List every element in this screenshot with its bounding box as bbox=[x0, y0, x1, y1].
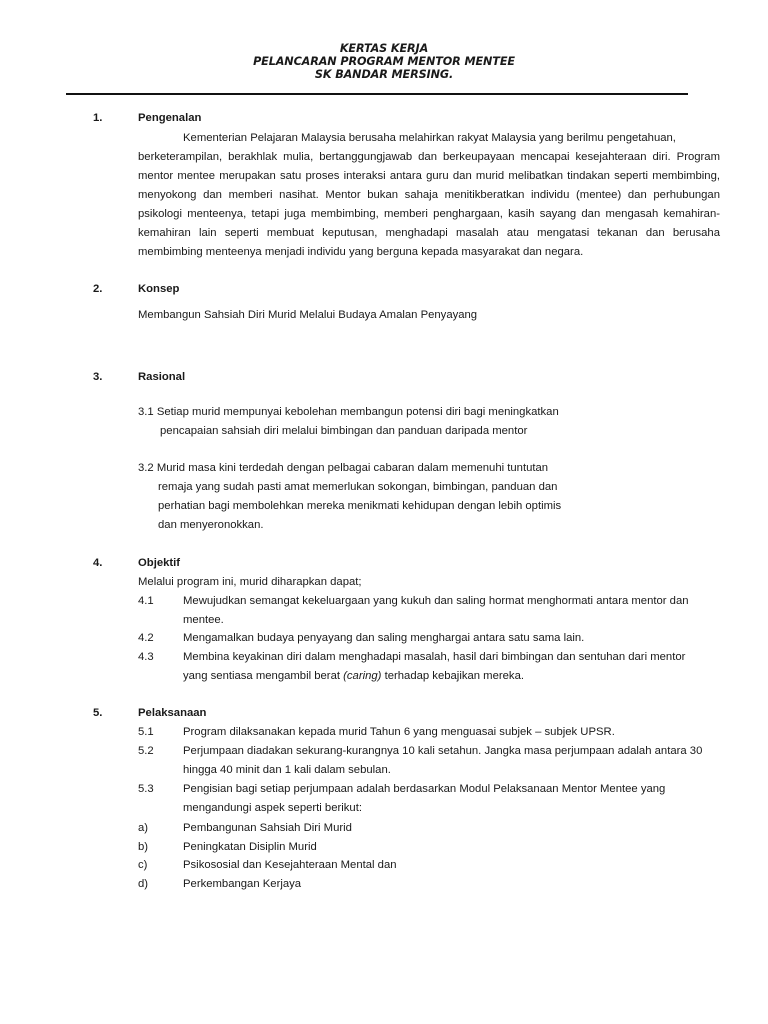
section-2-title: Konsep bbox=[138, 283, 180, 295]
doc-school: SK BANDAR MERSING. bbox=[314, 68, 454, 81]
objektif-4-3-number: 4.3 bbox=[138, 651, 154, 663]
objektif-4-3-line-1: Membina keyakinan diri dalam menghadapi masalah, hasil dari bimbingan dan sentuhan dari mentor bbox=[183, 651, 686, 663]
pelaksanaan-c-text: Psikososial dan Kesejahteraan Mental dan bbox=[183, 859, 397, 871]
header-divider bbox=[66, 93, 688, 95]
section-3-title: Rasional bbox=[138, 371, 186, 383]
pelaksanaan-5-1-line-1: Program dilaksanakan kepada murid Tahun 6 yang menguasai subjek – subjek UPSR. bbox=[183, 726, 615, 738]
objektif-4-1-number: 4.1 bbox=[138, 595, 154, 607]
pelaksanaan-5-2-line-2: hingga 40 minit dan 1 kali dalam sebulan. bbox=[183, 764, 391, 776]
pelaksanaan-c-label: c) bbox=[138, 859, 148, 871]
section-1-line-3: mentor mentee merupakan satu proses interaksi antara guru dan murid melibatkan tindakan seperti membimbing, bbox=[138, 170, 720, 182]
section-1-line-5: psikologi menteenya, tetapi juga membimbing, memberi penghargaan, kasih sayang dan mengasah kemahiran- bbox=[138, 208, 720, 220]
section-1-line-1: Kementerian Pelajaran Malaysia berusaha melahirkan rakyat Malaysia yang berilmu pengetahuan, bbox=[183, 132, 676, 144]
objektif-4-3-line-2-c: terhadap kebajikan mereka. bbox=[381, 670, 524, 682]
pelaksanaan-d-label: d) bbox=[138, 878, 149, 890]
rasional-3-2-line-3: perhatian bagi membolehkan mereka menikmati kehidupan dengan lebih optimis bbox=[158, 500, 562, 512]
pelaksanaan-5-3-number: 5.3 bbox=[138, 783, 154, 795]
pelaksanaan-5-3-line-2: mengandungi aspek seperti berikut: bbox=[183, 802, 362, 814]
section-5-number: 5. bbox=[93, 707, 103, 719]
rasional-3-2-line-4: dan menyeronokkan. bbox=[158, 519, 264, 531]
rasional-3-2-line-2: remaja yang sudah pasti amat memerlukan sokongan, bimbingan, panduan dan bbox=[158, 481, 558, 493]
pelaksanaan-5-2-number: 5.2 bbox=[138, 745, 154, 757]
document-title-block bbox=[0, 42, 768, 81]
section-1-title: Pengenalan bbox=[138, 112, 202, 124]
pelaksanaan-5-1-number: 5.1 bbox=[138, 726, 154, 738]
rasional-3-1-line-1: 3.1 Setiap murid mempunyai kebolehan membangun potensi diri bagi meningkatkan bbox=[138, 406, 559, 418]
pelaksanaan-5-2-line-1: Perjumpaan diadakan sekurang-kurangnya 10 kali setahun. Jangka masa perjumpaan adalah antara 30 bbox=[183, 745, 703, 757]
objektif-4-2-line-1: Mengamalkan budaya penyayang dan saling menghargai antara satu sama lain. bbox=[183, 632, 585, 644]
section-5-title: Pelaksanaan bbox=[138, 707, 207, 719]
objektif-4-1-line-1: Mewujudkan semangat kekeluargaan yang kukuh dan saling hormat menghormati antara mentor dan bbox=[183, 595, 689, 607]
objektif-intro: Melalui program ini, murid diharapkan dapat; bbox=[138, 576, 362, 588]
objektif-4-2-number: 4.2 bbox=[138, 632, 154, 644]
pelaksanaan-d-text: Perkembangan Kerjaya bbox=[183, 878, 302, 890]
section-1-line-4: menyokong dan memberi nasihat. Mentor bukan sahaja menitikberatkan individu (mentee) dan perhubungan bbox=[138, 189, 720, 201]
rasional-3-1-line-2: pencapaian sahsiah diri melalui bimbingan dan panduan daripada mentor bbox=[160, 425, 528, 437]
section-2-text: Membangun Sahsiah Diri Murid Melalui Budaya Amalan Penyayang bbox=[138, 309, 478, 321]
pelaksanaan-b-label: b) bbox=[138, 841, 149, 853]
section-4-number: 4. bbox=[93, 557, 103, 569]
section-1-line-7: membimbing menteenya menjadi individu yang berguna kepada masyarakat dan negara. bbox=[138, 246, 584, 258]
section-4-title: Objektif bbox=[138, 557, 181, 569]
section-2-number: 2. bbox=[93, 283, 103, 295]
pelaksanaan-a-label: a) bbox=[138, 822, 149, 834]
doc-title: KERTAS KERJA bbox=[339, 42, 429, 55]
section-1-number: 1. bbox=[93, 112, 103, 124]
objektif-4-3-caring: (caring) bbox=[343, 670, 382, 682]
doc-subtitle: PELANCARAN PROGRAM MENTOR MENTEE bbox=[253, 55, 515, 68]
section-1-line-6: kemahiran lain seperti membuat keputusan, menghadapi masalah atau mengatasi tekanan dan berusaha bbox=[138, 227, 720, 239]
pelaksanaan-b-text: Peningkatan Disiplin Murid bbox=[183, 841, 317, 853]
objektif-4-3-line-2 bbox=[183, 667, 713, 686]
pelaksanaan-5-3-line-1: Pengisian bagi setiap perjumpaan adalah berdasarkan Modul Pelaksanaan Mentor Mentee yang bbox=[183, 783, 666, 795]
pelaksanaan-a-text: Pembangunan Sahsiah Diri Murid bbox=[183, 822, 352, 834]
objektif-4-3-line-2-a: yang sentiasa mengambil berat bbox=[183, 670, 344, 682]
section-1-line-2: berketerampilan, berakhlak mulia, bertanggungjawab dan berkeupayaan mencapai kesejahteraan diri. Program bbox=[138, 151, 720, 163]
section-3-number: 3. bbox=[93, 371, 103, 383]
rasional-3-2-line-1: 3.2 Murid masa kini terdedah dengan pelbagai cabaran dalam memenuhi tuntutan bbox=[138, 462, 549, 474]
objektif-4-1-line-2: mentee. bbox=[183, 614, 224, 626]
